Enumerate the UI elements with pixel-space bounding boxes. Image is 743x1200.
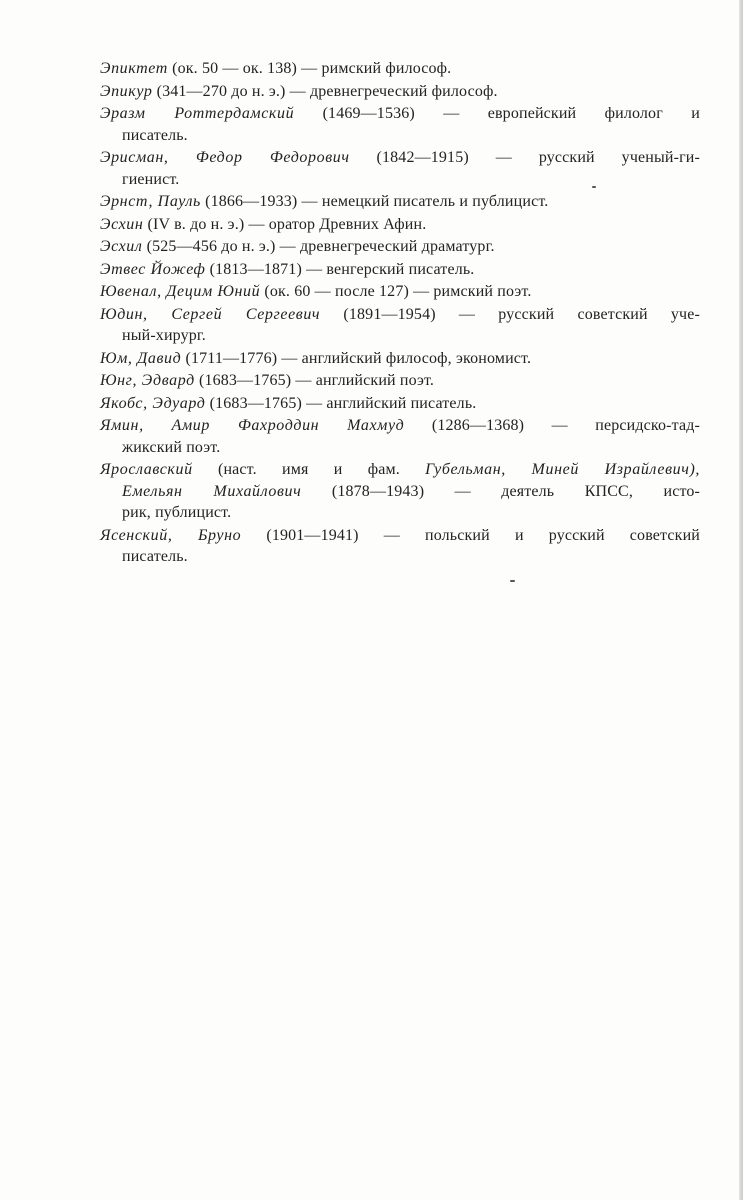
list-item (100, 147, 700, 190)
list-item (100, 304, 700, 347)
entry-name: Эрисман, Федор Федорович (100, 149, 350, 166)
entry-name-given: Емельян Михайлович (122, 482, 302, 500)
entry-name: Эсхин (100, 215, 144, 233)
list-item (100, 459, 700, 524)
list-item (100, 370, 700, 392)
list-item (100, 81, 700, 103)
print-speck (592, 186, 596, 188)
entry-text: (1901—1941) — польский и русский советский (241, 526, 700, 544)
entry-name: Юнг, Эдвард (100, 372, 195, 389)
list-item (100, 415, 700, 458)
entry-continuation: рик, публицист. (122, 504, 232, 521)
list-item (100, 259, 700, 281)
entry-name: Эрнст, Пауль (100, 193, 201, 210)
entry-text: (1866—1933) — немецкий писатель и публицист. (200, 193, 549, 210)
list-item (100, 281, 700, 303)
entry-text: (1683—1765) — английский поэт. (194, 372, 435, 389)
entry-name: Якобс, Эдуард (100, 394, 206, 412)
entry-text: (1469—1536) — европейский филолог и (294, 105, 700, 122)
list-item (100, 393, 700, 415)
list-item (100, 58, 700, 80)
list-item (100, 191, 700, 213)
entry-name: Эсхил (100, 238, 143, 255)
entry-text: (1711—1776) — английский философ, экономист. (181, 349, 532, 367)
list-item (100, 103, 700, 146)
entry-text: (1683—1765) — английский писатель. (205, 394, 477, 412)
index-of-names (0, 58, 743, 569)
entry-name: Ярославский (100, 461, 193, 478)
list-item (100, 348, 700, 370)
entry-text: (341—270 до н. э.) — древнегреческий философ. (152, 82, 498, 100)
entry-continuation: ный-хирург. (122, 327, 206, 344)
list-item (100, 214, 700, 236)
entry-text: (наст. имя и фам. (192, 461, 426, 478)
entry-text-2: (1878—1943) — деятель КПСС, исто- (301, 482, 701, 500)
entry-name: Ясенский, Бруно (100, 526, 242, 544)
entry-name: Эпикур (100, 82, 153, 100)
entry-continuation: писатель. (122, 548, 188, 565)
entry-text: (ок. 50 — ок. 138) — римский философ. (167, 60, 452, 77)
entry-continuation: гиенист. (122, 170, 180, 188)
entry-name: Эразм Роттердамский (100, 105, 295, 122)
entry-name: Эпиктет (100, 60, 168, 77)
entry-text: (ок. 60 — после 127) — римский поэт. (260, 283, 532, 300)
entry-name: Юм, Давид (100, 349, 182, 367)
entry-continuation: писатель. (122, 126, 188, 144)
entry-text: (IV в. до н. э.) — оратор Древних Афин. (143, 215, 427, 233)
print-speck (510, 580, 515, 582)
list-item (100, 236, 700, 258)
entry-name: Этвес Йожеф (100, 260, 206, 278)
entry-text: (1286—1368) — персидско-тад- (404, 417, 701, 434)
entry-text: (525—456 до н. э.) — древнегреческий драматург. (142, 238, 495, 255)
entry-text: (1891—1954) — русский советский уче- (320, 305, 700, 323)
entry-name: Ювенал, Децим Юний (100, 283, 261, 300)
list-item (100, 525, 700, 568)
entry-text: (1813—1871) — венгерский писатель. (205, 260, 475, 278)
entry-name: Ямин, Амир Фахроддин Махмуд (100, 417, 405, 434)
entry-name-real: Губельман, Миней Израйлевич), (425, 461, 700, 478)
entry-continuation: жикский поэт. (122, 438, 221, 456)
entry-name: Юдин, Сергей Сергеевич (100, 305, 321, 323)
entry-text: (1842—1915) — русский ученый-ги- (349, 149, 700, 166)
